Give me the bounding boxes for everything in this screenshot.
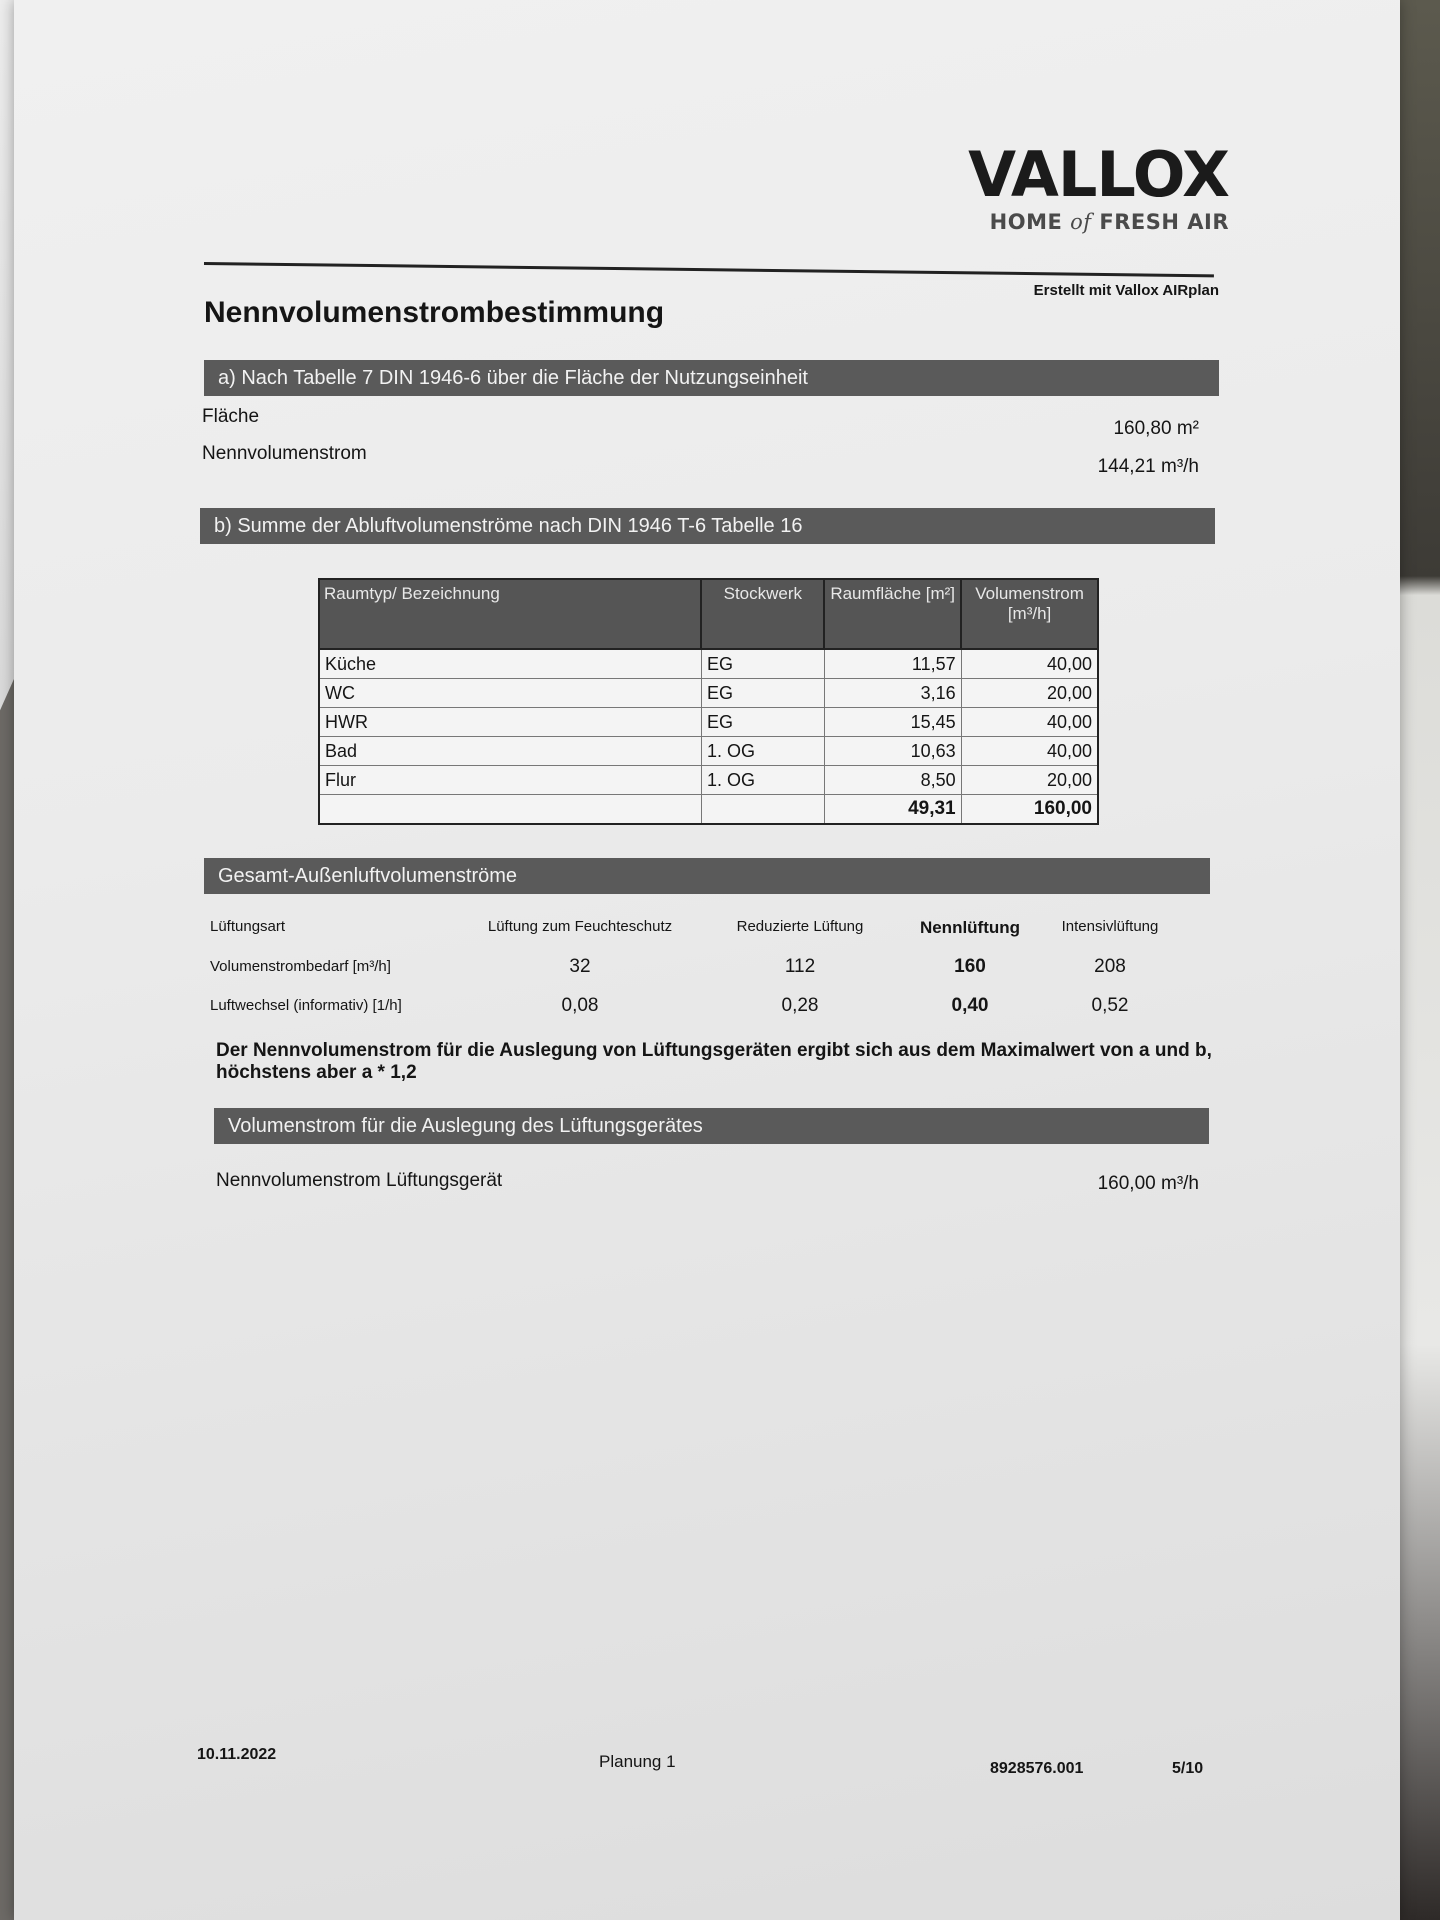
grid-row2-intensive: 0,52 [1091, 995, 1129, 1016]
room-floor: EG [701, 708, 824, 737]
device-flow-value: 160,00 m³/h [1097, 1173, 1199, 1194]
room-floor: EG [701, 649, 824, 679]
document-page [14, 0, 1400, 1920]
room-floor: EG [701, 679, 824, 708]
table-totals-row [319, 795, 1098, 825]
room-flow: 20,00 [961, 679, 1098, 708]
calculation-note: Der Nennvolumenstrom für die Auslegung von Lüftungsgeräten ergibt sich aus dem Maximalwert von a und b, höchstens aber a * 1,2 [216, 1040, 1212, 1083]
grid-row2-moisture: 0,08 [561, 995, 599, 1016]
header-rule [204, 262, 1214, 277]
device-flow-label: Nennvolumenstrom Lüftungsgerät [216, 1170, 503, 1191]
room-flow: 40,00 [961, 649, 1098, 679]
grid-row1-label: Volumenstrombedarf [m³/h] [210, 958, 391, 975]
section-total-heading: Gesamt-Außenluftvolumenströme [204, 858, 1210, 894]
vallox-logo [964, 140, 1229, 234]
room-area: 10,63 [824, 737, 961, 766]
grid-header-type: Lüftungsart [210, 918, 286, 935]
table-row [319, 737, 1098, 766]
grid-header-intensive: Intensivlüftung [1061, 918, 1159, 935]
tagline-of: of [1070, 210, 1092, 234]
area-value: 160,80 m² [1113, 418, 1199, 439]
total-flow: 160,00 [961, 795, 1098, 825]
room-flow: 20,00 [961, 766, 1098, 795]
table-row [319, 649, 1098, 679]
table-row [319, 766, 1098, 795]
room-area: 15,45 [824, 708, 961, 737]
col-flow: Volumenstrom [m³/h] [961, 579, 1098, 649]
nominal-flow-value: 144,21 m³/h [1097, 456, 1199, 477]
col-floor: Stockwerk [701, 579, 824, 649]
col-room: Raumtyp/ Bezeichnung [319, 579, 701, 649]
created-with: Erstellt mit Vallox AIRplan [1033, 282, 1219, 299]
tagline-rest: FRESH AIR [1099, 210, 1229, 234]
brand-tagline [964, 210, 1229, 234]
footer-page: 5/10 [1172, 1760, 1204, 1777]
table-row [319, 708, 1098, 737]
grid-row1-moisture: 32 [569, 956, 591, 977]
grid-row1-nominal: 160 [954, 956, 986, 977]
room-name: Flur [319, 766, 701, 795]
brand-name: VALLOX [968, 138, 1229, 211]
page-title: Nennvolumenstrombestimmung [204, 296, 665, 329]
room-flow: 40,00 [961, 708, 1098, 737]
area-label: Fläche [202, 406, 260, 427]
section-device-heading: Volumenstrom für die Auslegung des Lüftungsgerätes [214, 1108, 1209, 1144]
section-b-heading: b) Summe der Abluftvolumenströme nach DIN 1946 T-6 Tabelle 16 [200, 508, 1215, 544]
room-area: 8,50 [824, 766, 961, 795]
nominal-flow-label: Nennvolumenstrom [202, 443, 367, 464]
grid-row1-intensive: 208 [1094, 956, 1126, 977]
grid-row2-reduced: 0,28 [781, 995, 819, 1016]
grid-row2-label: Luftwechsel (informativ) [1/h] [210, 997, 402, 1014]
rooms-table [318, 578, 1099, 825]
footer-plan: Planung 1 [599, 1752, 676, 1771]
grid-header-moisture: Lüftung zum Feuchteschutz [487, 918, 673, 935]
table-header-row [319, 579, 1098, 649]
total-area: 49,31 [824, 795, 961, 825]
grid-row2-nominal: 0,40 [951, 995, 989, 1016]
room-area: 11,57 [824, 649, 961, 679]
tagline-home: HOME [989, 210, 1063, 234]
room-floor: 1. OG [701, 766, 824, 795]
grid-header-reduced: Reduzierte Lüftung [736, 918, 864, 935]
room-area: 3,16 [824, 679, 961, 708]
table-row [319, 679, 1098, 708]
room-name: WC [319, 679, 701, 708]
room-name: HWR [319, 708, 701, 737]
room-name: Bad [319, 737, 701, 766]
section-a-heading: a) Nach Tabelle 7 DIN 1946-6 über die Fläche der Nutzungseinheit [204, 360, 1219, 396]
grid-header-nominal: Nennlüftung [919, 918, 1021, 937]
col-area: Raumfläche [m²] [824, 579, 961, 649]
grid-row1-reduced: 112 [784, 956, 816, 977]
footer-number: 8928576.001 [990, 1760, 1084, 1777]
ventilation-grid [210, 918, 1210, 1018]
room-name: Küche [319, 649, 701, 679]
room-flow: 40,00 [961, 737, 1098, 766]
total-empty-2 [701, 795, 824, 825]
room-floor: 1. OG [701, 737, 824, 766]
total-empty-1 [319, 795, 701, 825]
footer-date: 10.11.2022 [197, 1746, 277, 1763]
